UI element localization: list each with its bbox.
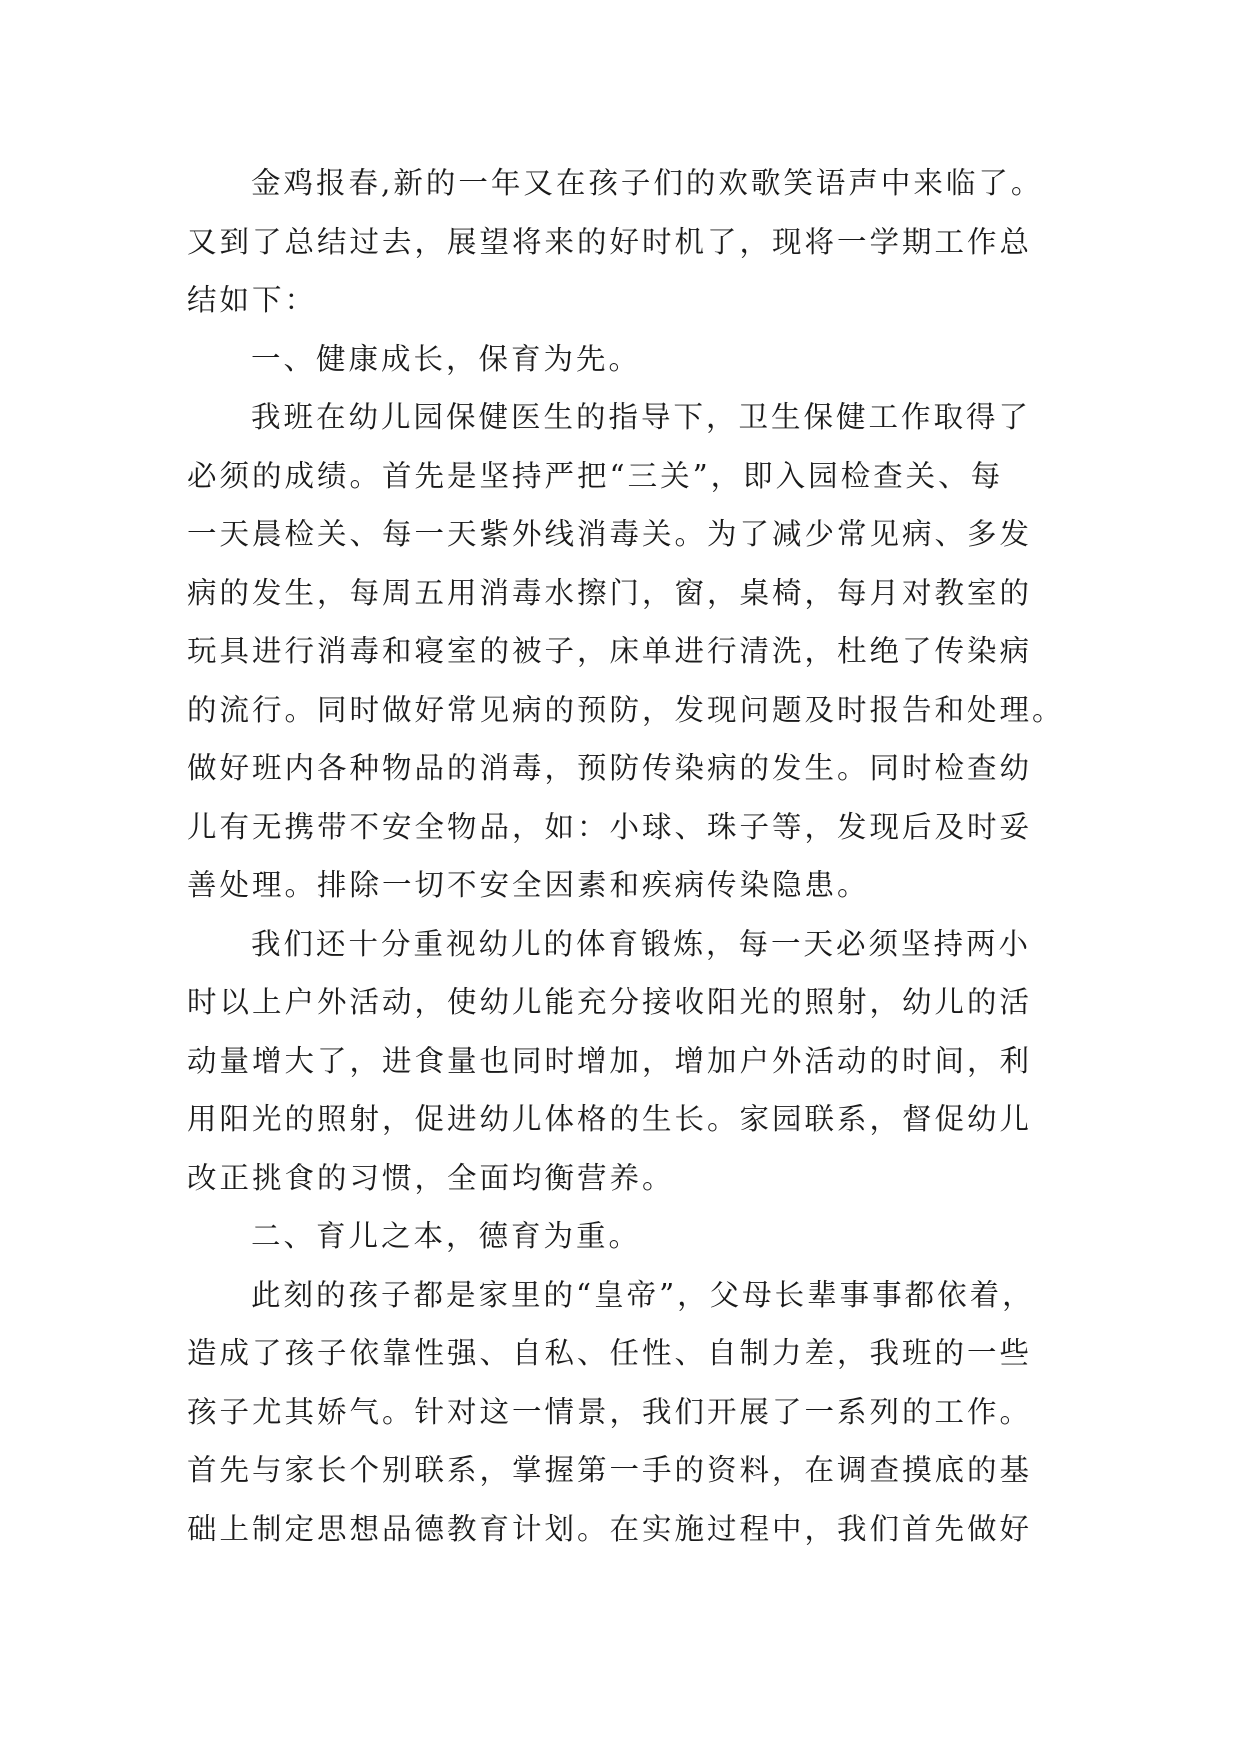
text-line: 做好班内各种物品的消毒，预防传染病的发生。同时检查幼	[187, 751, 1033, 785]
text-line: 动量增大了，进食量也同时增加，增加户外活动的时间，利	[187, 1043, 1033, 1078]
section-heading: 一、健康成长，保育为先。	[251, 341, 642, 376]
text-line: 必须的成绩。首先是坚持严把“三关”，即入园检查关、每	[187, 458, 1004, 493]
text-line: 础上制定思想品德教育计划。在实施过程中，我们首先做好	[187, 1511, 1033, 1546]
text-line: 玩具进行消毒和寝室的被子，床单进行清洗，杜绝了传染病	[187, 634, 1033, 668]
text-line: 首先与家长个别联系，掌握第一手的资料，在调查摸底的基	[187, 1453, 1033, 1487]
text-line: 孩子尤其娇气。针对这一情景，我们开展了一系列的工作。	[187, 1394, 1033, 1429]
text-line: 我班在幼儿园保健医生的指导下，卫生保健工作取得了	[251, 400, 1032, 434]
text-line: 一天晨检关、每一天紫外线消毒关。为了减少常见病、多发	[187, 517, 1033, 551]
text-line: 善处理。排除一切不安全因素和疾病传染隐患。	[187, 868, 870, 902]
text-line: 时以上户外活动，使幼儿能充分接收阳光的照射，幼儿的活	[187, 985, 1033, 1019]
text-line: 我们还十分重视幼儿的体育锻炼，每一天必须坚持两小	[251, 926, 1032, 961]
text-line: 儿有无携带不安全物品，如：小球、珠子等，发现后及时妥	[187, 809, 1033, 844]
text-line: 病的发生，每周五用消毒水擦门，窗，桌椅，每月对教室的	[187, 575, 1033, 610]
text-line: 又到了总结过去，展望将来的好时机了，现将一学期工作总	[187, 224, 1033, 259]
text-line: 结如下：	[187, 283, 318, 317]
document-body	[187, 154, 1087, 1558]
text-line: 的流行。同时做好常见病的预防，发现问题及时报告和处理。	[187, 692, 1065, 727]
text-line: 金鸡报春,新的一年又在孩子们的欢歌笑语声中来临了。	[251, 166, 1044, 200]
section-heading: 二、育儿之本，德育为重。	[251, 1219, 642, 1253]
text-line: 用阳光的照射，促进幼儿体格的生长。家园联系，督促幼儿	[187, 1102, 1033, 1136]
text-line: 改正挑食的习惯，全面均衡营养。	[187, 1160, 675, 1195]
text-line: 造成了孩子依靠性强、自私、任性、自制力差，我班的一些	[187, 1336, 1033, 1370]
text-line: 此刻的孩子都是家里的“皇帝”，父母长辈事事都依着，	[251, 1277, 1035, 1312]
